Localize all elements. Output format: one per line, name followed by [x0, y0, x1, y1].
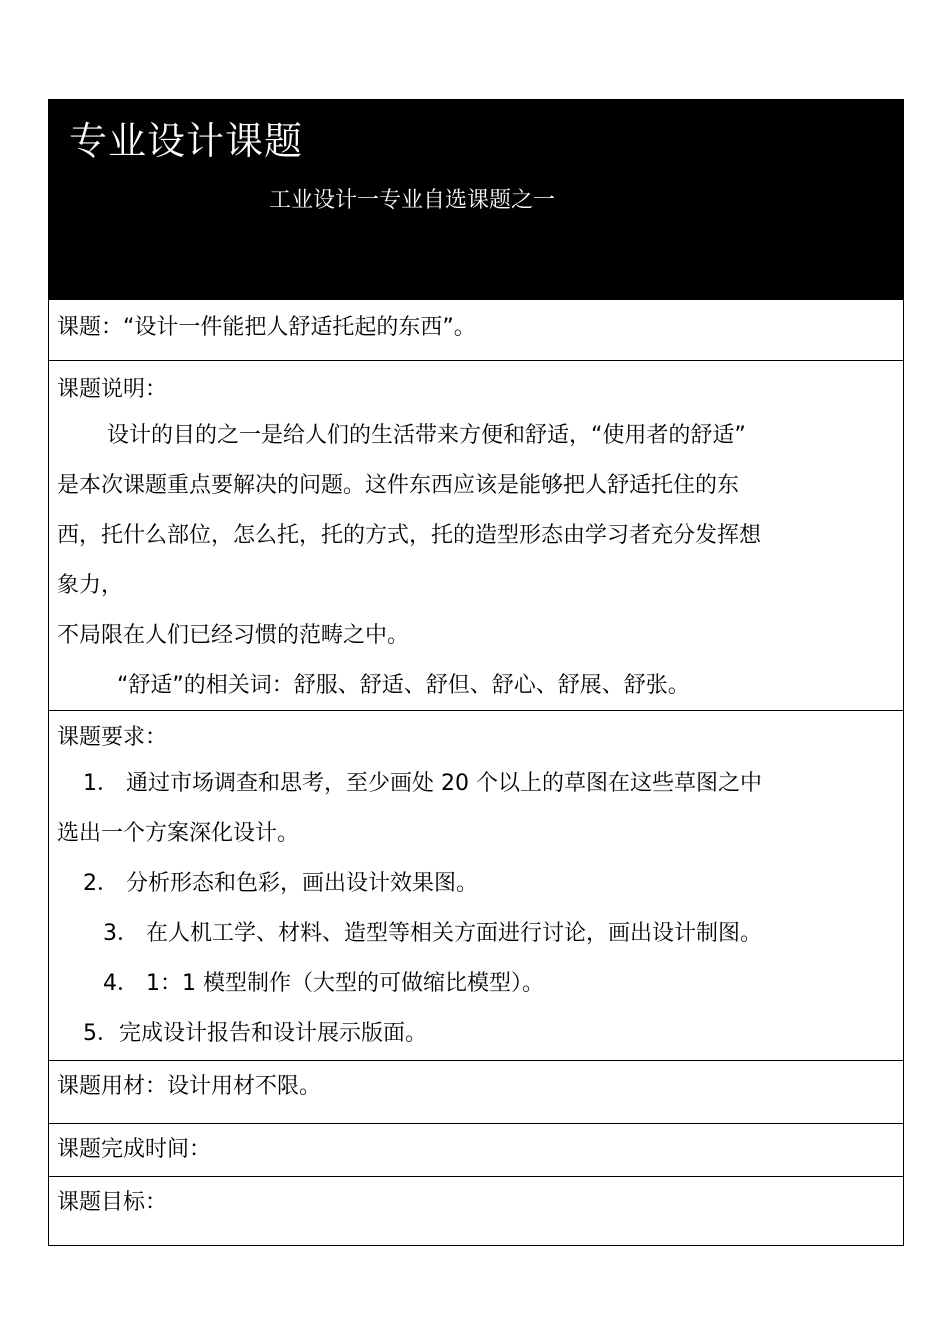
header-banner — [49, 100, 903, 300]
requirement-item: 1． 通过市场调查和思考，至少画处 20 个以上的草图在这些草图之中 — [83, 771, 762, 796]
topic-row — [49, 300, 903, 361]
requirement-item-continuation: 选出一个方案深化设计。 — [57, 821, 300, 846]
description-label: 课题说明： — [57, 377, 168, 402]
description-line: 设计的目的之一是给人们的生活带来方便和舒适，“使用者的舒适” — [107, 423, 746, 448]
goal-text: 课题目标： — [57, 1190, 168, 1215]
completion-time-row — [49, 1124, 903, 1177]
completion-time-text: 课题完成时间： — [57, 1137, 212, 1162]
requirement-item: 4． 1：1 模型制作（大型的可做缩比模型）。 — [103, 971, 544, 996]
description-row — [49, 361, 903, 711]
requirements-label: 课题要求： — [57, 725, 168, 750]
goal-row — [49, 1177, 903, 1245]
material-text: 课题用材：设计用材不限。 — [57, 1074, 322, 1099]
topic-text: 课题：“设计一件能把人舒适托起的东西”。 — [57, 315, 476, 340]
description-line: 是本次课题重点要解决的问题。这件东西应该是能够把人舒适托住的东 — [57, 473, 740, 498]
related-words-line: “舒适”的相关词：舒服、舒适、舒但、舒心、舒展、舒张。 — [117, 673, 690, 698]
requirements-row — [49, 711, 903, 1061]
page-title: 专业设计课题 — [69, 119, 304, 163]
topic-table — [48, 99, 904, 1246]
description-line: 西，托什么部位，怎么托，托的方式，托的造型形态由学习者充分发挥想 — [57, 523, 762, 548]
material-row — [49, 1061, 903, 1124]
requirement-item: 3． 在人机工学、材料、造型等相关方面进行讨论，画出设计制图。 — [103, 921, 762, 946]
requirement-item: 5．完成设计报告和设计展示版面。 — [83, 1021, 427, 1046]
description-line: 象力， — [57, 573, 124, 598]
description-line: 不局限在人们已经习惯的范畴之中。 — [57, 623, 410, 648]
page-subtitle: 工业设计一专业自选课题之一 — [269, 188, 556, 213]
requirement-item: 2． 分析形态和色彩，画出设计效果图。 — [83, 871, 478, 896]
